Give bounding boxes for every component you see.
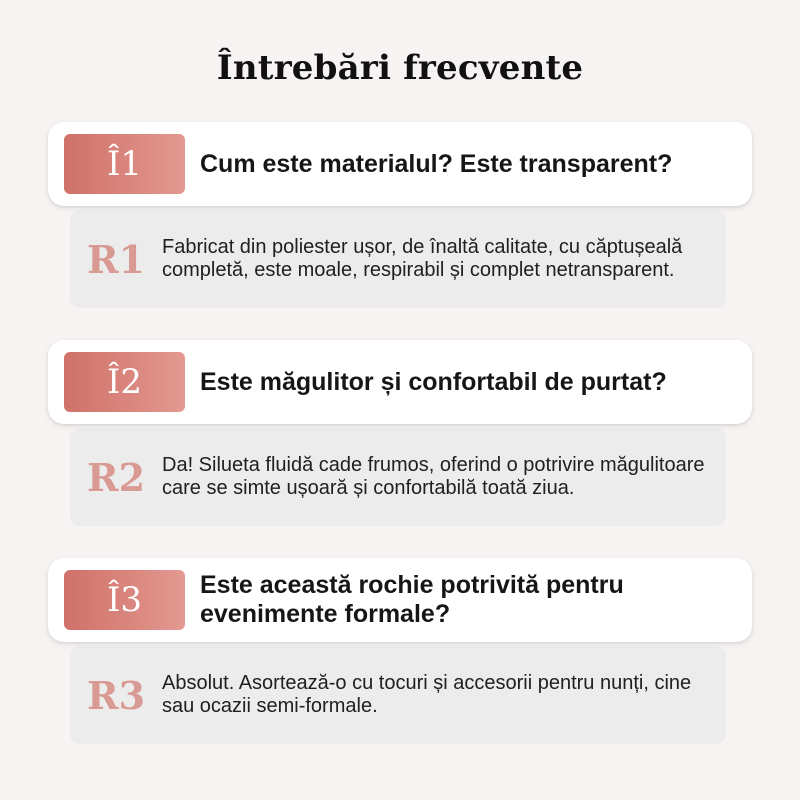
question-card[interactable] [48,122,752,206]
question-badge: Î1 [64,134,185,194]
question-card[interactable] [48,340,752,424]
answer-text: Fabricat din poliester ușor, de înaltă calitate, cu căptușeală completă, este moale, respirabil și complet netransparent. [162,236,683,281]
faq-item [48,558,752,748]
question-card[interactable] [48,558,752,642]
answer-card [70,210,726,308]
question-text: Este măgulitor și confortabil de purtat? [200,367,667,396]
question-text: Este această rochie potrivită pentru evenimente formale? [200,571,624,628]
answer-card [70,428,726,526]
answer-badge: R1 [86,236,146,282]
answer-card [70,646,726,744]
faq-item [48,122,752,312]
faq-item [48,340,752,530]
page-title: Întrebări frecvente [216,48,584,88]
answer-badge: R3 [86,672,146,718]
answer-text: Da! Silueta fluidă cade frumos, oferind o potrivire măgulitoare care se simte ușoară și confortabilă toată ziua. [162,454,705,499]
question-text: Cum este materialul? Este transparent? [200,149,673,178]
answer-text: Absolut. Asortează-o cu tocuri și accesorii pentru nunți, cine sau ocazii semi-formale. [162,672,692,717]
answer-badge: R2 [86,454,146,500]
question-badge: Î2 [64,352,185,412]
question-badge: Î3 [64,570,185,630]
